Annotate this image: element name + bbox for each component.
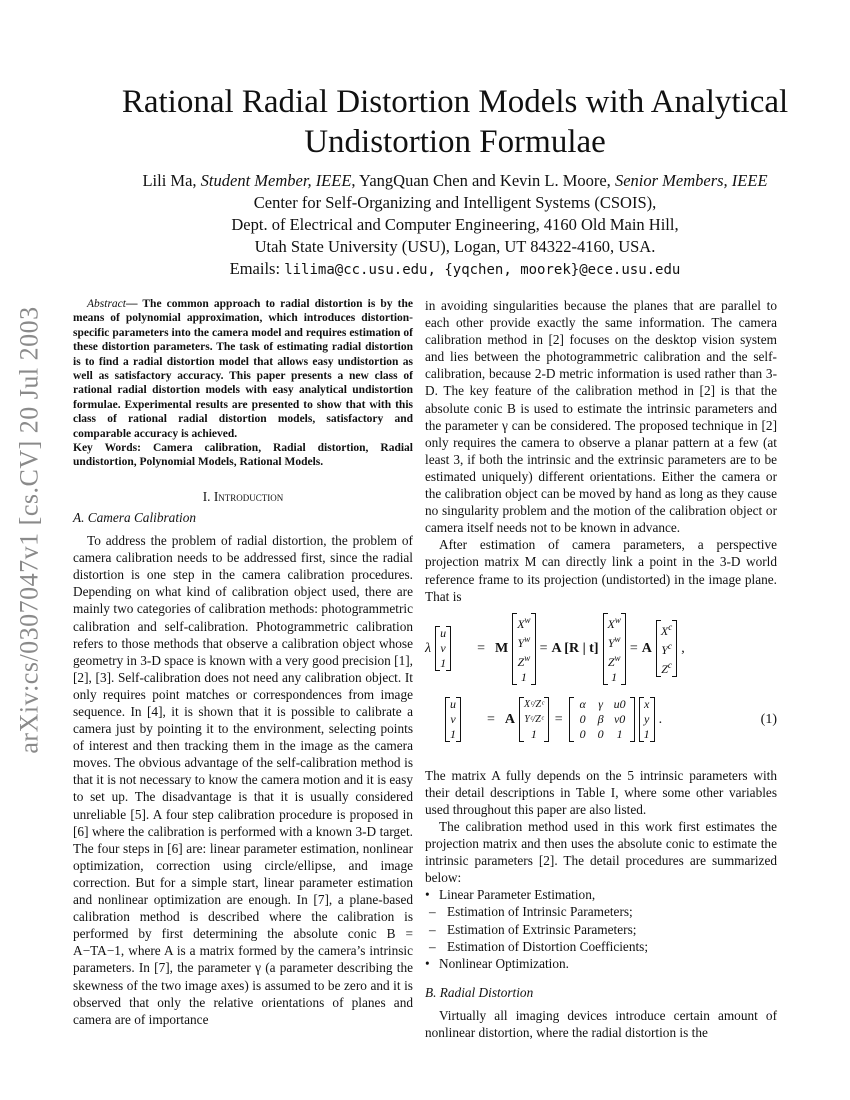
right-column <box>425 297 777 1041</box>
eq-cell: v <box>450 711 456 726</box>
paragraph-matrix-A: The matrix A fully depends on the 5 intrinsic parameters with their detail descriptions in Table I, where some other variables used throughout this paper are also listed. <box>425 767 777 817</box>
eq-cell: $X^c$ <box>660 622 673 639</box>
eq-cell: 1 <box>440 656 447 671</box>
list-item: • Linear Parameter Estimation, <box>425 886 777 903</box>
eq-vector-xy1 <box>639 697 655 742</box>
eq-vector-uv1-2 <box>445 697 461 742</box>
eq-cell: y <box>643 711 650 726</box>
eq-equals: = <box>477 641 485 657</box>
author-names-2: , YangQuan Chen and Kevin L. Moore, <box>351 171 615 190</box>
author-block <box>40 170 850 281</box>
author-membership-2: Senior Members, IEEE <box>614 171 768 190</box>
arxiv-stamp-text: arXiv:cs/0307047v1 [cs.CV] 20 Jul 2003 <box>15 306 44 754</box>
eq-vector-uv1 <box>435 626 451 671</box>
emails-label: Emails: <box>229 259 285 278</box>
list-item: – Estimation of Distortion Coefficients; <box>425 938 777 955</box>
eq-cell: u <box>440 626 447 641</box>
eq-vector-camera <box>656 620 677 677</box>
eq-cell-frac-x: Xᶜ/Zᶜ <box>524 698 544 710</box>
eq-cell: $X^w$ <box>517 614 531 631</box>
eq-cell: $Z^w$ <box>517 652 531 669</box>
subsection-heading-radial-distortion: B. Radial Distortion <box>425 984 534 1000</box>
eq-cell: u0 <box>613 696 626 711</box>
arxiv-stamp <box>10 290 50 770</box>
eq-cell: α <box>579 696 586 711</box>
paragraph-continued: in avoiding singularities because the planes that are parallel to each other provide exactly the same information. The camera calibration method in [2] focuses on the desktop vision system and lies between the photogrammetric calibration and the self-calibration, because 2-D metric information is used rather than 3-D. The key feature of the calibration method in [2] is that the absolute conic B is used to estimate the intrinsic parameters and the parameter γ can be considered. The proposed technique in [2] only requires the camera to observe a planar pattern at a few (at least 3, if both the intrinsic and the extrinsic parameters are to be estimated uniquely) different orientations. Either the camera or the calibration object can be moved by hand as long as they cause no singularity problem and the motion of the calibration object or camera itself needs not to be known in advance. <box>425 298 777 536</box>
eq-cell: x <box>643 696 650 711</box>
equation-number: (1) <box>760 711 777 727</box>
eq-vector-world <box>512 613 535 685</box>
eq-cell: 0 <box>579 726 586 741</box>
eq-cell: 0 <box>579 711 586 726</box>
paragraph-radial-distortion: Virtually all imaging devices introduce certain amount of nonlinear distortion, where the radial distortion is the <box>425 1007 777 1040</box>
eq-intrinsic-matrix <box>569 697 635 742</box>
eq-cell-frac-y: Yᶜ/Zᶜ <box>524 713 544 725</box>
list-item: • Nonlinear Optimization. <box>425 955 777 972</box>
equation-1 <box>425 613 777 761</box>
paper-title: Rational Radial Distortion Models with Analytical Undistortion Formulae <box>121 84 789 160</box>
eq-cell: v0 <box>613 711 626 726</box>
eq-lambda: λ <box>425 641 432 657</box>
eq-cell: $X^w$ <box>607 614 621 631</box>
eq-equals: = <box>629 641 638 657</box>
list-item: – Estimation of Intrinsic Parameters; <box>425 903 777 920</box>
author-name-1: Lili Ma, <box>142 171 201 190</box>
eq-matrix-A: A <box>641 641 652 657</box>
keywords: Key Words: Camera calibration, Radial distortion, Radial undistortion, Polynomial Models, Rational Models. <box>73 442 413 469</box>
abstract-text: — The common approach to radial distortion is by the means of polynomial approximation, which introduces distortion-specific parameters into the camera model and requires estimation of these distortion parameters. The task of estimating radial distortion is to find a radial distortion model that allows easy undistortion as well as satisfactory accuracy. This paper presents a new class of rational radial distortion models with easy analytical undistortion formulae. Experimental results are presented to show that with this class of rational radial distortion models, satisfactory and comparable accuracy is achieved. <box>73 298 413 440</box>
eq-matrix-A-2: A <box>504 711 516 727</box>
eq-cell: 1 <box>611 669 618 684</box>
section-heading-introduction: I. Introduction <box>202 488 284 504</box>
equation-row-2 <box>445 697 777 742</box>
eq-cell: $Z^w$ <box>607 652 621 669</box>
eq-cell: 1 <box>616 726 623 741</box>
affiliation-center: Center for Self-Organizing and Intelligent Systems (CSOIS), <box>253 193 657 212</box>
paragraph-projection: After estimation of camera parameters, a perspective projection matrix M can directly link a point in the 3-D world reference frame to its projection (undistorted) in the image plane. That is <box>425 537 777 604</box>
affiliation-dept: Dept. of Electrical and Computer Engineering, 4160 Old Main Hill, <box>231 215 679 234</box>
eq-vector-normalized <box>519 697 549 742</box>
eq-equals: = <box>554 711 563 727</box>
eq-cell: 1 <box>643 726 650 741</box>
eq-vector-world-2 <box>603 613 626 685</box>
eq-cell: 0 <box>597 726 604 741</box>
eq-cell: $Y^w$ <box>517 633 531 650</box>
eq-cell: $Y^w$ <box>607 633 621 650</box>
eq-equals: = <box>487 711 495 727</box>
abstract-lead: Abstract <box>87 298 126 310</box>
eq-equals: = <box>539 641 548 657</box>
author-line <box>40 170 850 192</box>
subsection-heading-camera-calibration: A. Camera Calibration <box>73 509 197 525</box>
eq-matrix-M: M <box>494 641 509 657</box>
abstract <box>73 297 413 441</box>
left-column <box>73 297 413 1028</box>
eq-cell: $Z^c$ <box>661 660 672 677</box>
eq-ARt: A [R | t] <box>551 641 599 657</box>
emails-line <box>40 258 850 281</box>
eq-cell: 1 <box>450 726 456 741</box>
emails-value: lilima@cc.usu.edu, {yqchen, moorek}@ece.usu.edu <box>284 262 681 278</box>
eq-comma: , <box>681 641 685 657</box>
procedure-list <box>425 886 777 971</box>
list-item: – Estimation of Extrinsic Parameters; <box>425 921 777 938</box>
eq-cell: $Y^c$ <box>661 641 672 658</box>
equation-row-1 <box>425 613 685 685</box>
eq-cell: v <box>440 641 446 656</box>
eq-matrix-grid <box>574 697 630 742</box>
eq-cell: 1 <box>530 726 537 741</box>
author-membership-1: Student Member, IEEE <box>200 171 352 190</box>
paragraph-procedure: The calibration method used in this work first estimates the projection matrix and then uses the absolute conic to estimate the intrinsic parameters [2]. The detail procedures are summarized below: <box>425 818 777 886</box>
eq-cell: β <box>597 711 604 726</box>
eq-cell: 1 <box>520 669 527 684</box>
eq-period: . <box>658 711 663 727</box>
affiliation-university: Utah State University (USU), Logan, UT 84322-4160, USA. <box>254 237 656 256</box>
paragraph-camera-calibration: To address the problem of radial distortion, the problem of camera calibration needs to be addressed first, since the radial distortion is one step in the camera calibration procedures. Depending on what kind of calibration object used, there are mainly two categories of calibration methods: photogrammetric calibration and self-calibration. Photogrammetric calibration refers to those methods that observe a calibration object whose geometry in 3-D space is known with a very good precision [1], [2], [3]. Self-calibration does not need any calibration object. It only requires point matches or correspondences from image sequence. In [4], it is shown that it is possible to calibrate a camera just by pointing it to the environment, selecting points of interest and then tracking them in the image as the camera moves. The obvious advantage of the self-calibration method is that it is not necessary to know the camera motion and it is easy to set up. The disadvantage is that it is usually considered unreliable [5]. A four step calibration procedure is proposed in [6] where the calibration is performed with a known 3-D target. The four steps in [6] are: linear parameter estimation, nonlinear optimization, correction using circle/ellipse, and image correction. But for a simple start, linear parameter estimation and nonlinear optimization are enough. In [7], a plane-based calibration method is described where the calibration is performed by first determining the absolute conic B = A−TA−1, where A is a matrix formed by the camera’s intrinsic parameters. In [7], the parameter γ (a parameter describing the skewness of the two image axes) is assumed to be zero and it is observed that only the relative orientations of planes and camera are of importance <box>73 533 413 1027</box>
eq-cell: u <box>450 696 456 711</box>
eq-cell: γ <box>598 696 603 711</box>
